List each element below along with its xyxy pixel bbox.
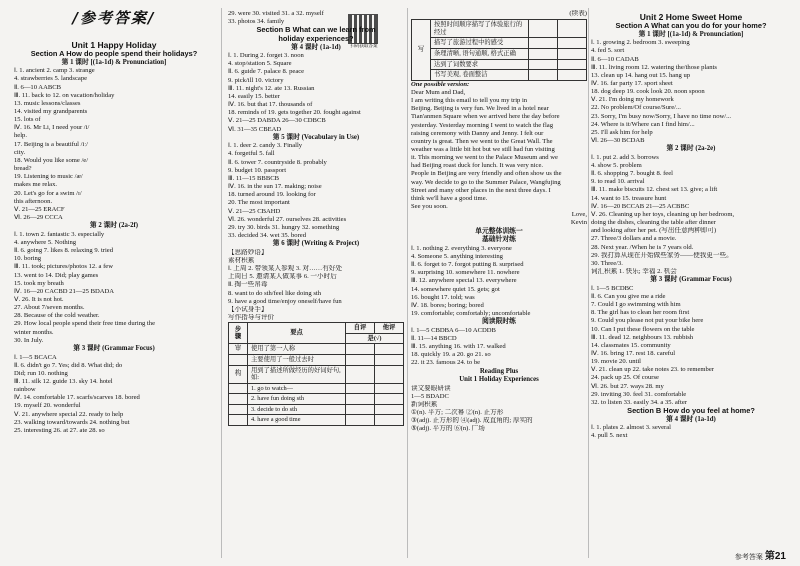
- lesson-title: 第 5 课时 (Vocabulary in Use): [272, 133, 360, 141]
- answer-line: Ⅰ. 1. town 2. fantastic 3. especially: [14, 230, 105, 238]
- answer-line: 13. clean up 14. hang out 15. hang up: [591, 71, 691, 79]
- answer-line: Ⅰ. 1—5 BCACA: [14, 353, 57, 361]
- answer-line: I am writing this email to tell you my trip in: [411, 97, 528, 105]
- answer-line: 8. The girl has to clean her room first: [591, 309, 690, 317]
- answer-line: Ⅱ. 6. guide 7. palace 8. peace: [228, 68, 305, 76]
- lesson-title: 第 4 课时 (1a-1d): [666, 415, 716, 423]
- answer-line: Ⅳ. 16—20 CACBD 21—25 BDADA: [14, 287, 115, 295]
- table-header: 要点: [248, 323, 346, 344]
- self-check-cell[interactable]: [346, 354, 375, 365]
- answer-line: Ⅲ. 11. living room 12. watering the/those plants: [591, 63, 717, 71]
- answer-line: Ⅰ. 上周 2. 带领某人参观 3. 对……有好处: [228, 265, 343, 273]
- answer-line: Ⅴ. 21—25 ERACF: [14, 205, 65, 213]
- answer-line: 读文要眼研读: [411, 384, 451, 392]
- section-title: Section B How do you feel at home?: [627, 406, 755, 416]
- peer-check-cell[interactable]: [375, 365, 404, 383]
- column-3: [411, 10, 587, 434]
- answer-line: People in Beijing are very friendly and often show us the: [411, 170, 562, 178]
- table-row: [229, 415, 404, 426]
- answer-line: 18. quickly 19. a 20. go 21. so: [411, 351, 491, 359]
- lesson-title: 第 1 课时 [(1a-1d) & Pronunciation]: [61, 58, 167, 66]
- self-check-cell[interactable]: [529, 20, 558, 38]
- answer-line: 24. Where is it/Where can I find him/...: [591, 120, 695, 128]
- answer-line: help.: [14, 132, 28, 140]
- answer-line: Ⅱ. 11—14 BBCD: [411, 334, 457, 342]
- answer-line: 15. took my breath: [14, 279, 64, 287]
- answer-line: 【小试身手】: [228, 305, 268, 313]
- answer-line: 30. Three/3.: [591, 259, 623, 267]
- answer-line: 22. No problem/Of course/Sure/...: [591, 104, 681, 112]
- answer-line: Ⅴ. 21. I'm doing my homework: [591, 96, 674, 104]
- answer-line: makes me relax.: [14, 181, 58, 189]
- self-check-cell[interactable]: [529, 48, 558, 59]
- table-row: [412, 20, 587, 38]
- answer-line: 20. Let's go for a swim /ɪ/: [14, 189, 82, 197]
- table-step-cell: [229, 394, 248, 405]
- lesson-title: 基础针对练: [482, 236, 516, 244]
- answer-line: 14. easily 15. better: [228, 92, 280, 100]
- unit-title: Unit 1 Happy Holiday: [71, 40, 157, 50]
- answer-line: Ⅰ. 1. growing 2. bedroom 3. sweeping: [591, 39, 690, 47]
- answer-line: Ⅰ. 1. ancient 2. camp 3. strange: [14, 67, 95, 75]
- self-check-cell[interactable]: [529, 38, 558, 49]
- answer-line: 23. walking toward/towards 24. nothing but: [14, 418, 130, 426]
- answer-line: 28. Because of the cold weather.: [14, 312, 100, 320]
- answer-line: 29. were 30. visited 31. a 32. myself: [228, 10, 324, 17]
- answer-line: 9. surprising 10. somewhere 11. nowhere: [411, 269, 520, 277]
- answer-line: 10. Can I put these flowers on the table: [591, 325, 695, 333]
- answer-line: 4. fed 5. sort: [591, 47, 625, 55]
- lesson-title: 第 2 课时 (2a-2f): [89, 222, 139, 230]
- answer-line: way. We decide to go to the Summer Palace, Wangfujing: [411, 178, 561, 186]
- column-2: [228, 10, 404, 426]
- answer-line: Ⅰ. 1—5 CBDBA 6—10 ACDDB: [411, 326, 496, 334]
- lesson-title: 第 1 课时 [(1a-1d) & Pronunciation]: [638, 30, 744, 38]
- table-row: [229, 394, 404, 405]
- answer-line: Ⅴ. 21. clean up 22. take notes 23. to remember: [591, 366, 714, 374]
- answer-line: Ⅴ. 21—25 CBAHD: [228, 207, 281, 215]
- answer-line: See you soon.: [411, 203, 448, 211]
- answer-line: Ⅲ. 11. dead 12. neighbours 13. rubbish: [591, 333, 694, 341]
- table-step-cell: 构: [229, 365, 248, 383]
- signature-line: Love,: [571, 211, 587, 219]
- answer-line: 28. Next year. /When he is 7 years old.: [591, 243, 694, 251]
- footer-label: 参考答案: [734, 554, 763, 561]
- self-check-cell[interactable]: [346, 394, 375, 405]
- peer-check-cell[interactable]: [375, 344, 404, 355]
- answer-line: 25. I'll ask him for help: [591, 128, 653, 136]
- table-point-cell: 条理清晰, 语句通顺, 格式正确: [431, 48, 529, 59]
- answer-line: Ⅰ. 1. nothing 2. everything 3. everyone: [411, 244, 512, 252]
- answer-line: Ⅳ. 14. comfortable 17. scarfs/scarves 18. bored: [14, 394, 140, 402]
- peer-check-cell[interactable]: [558, 38, 587, 49]
- answer-line: 19. comfortable; comfortably; uncomfortable: [411, 309, 531, 317]
- writing-evaluation-table: [228, 322, 404, 426]
- table-subheader: 是(√): [346, 333, 404, 344]
- answer-line: Ⅳ. 16. in the sun 17. making; noise: [228, 183, 322, 191]
- answer-line: 写作指导与评价: [228, 313, 275, 321]
- table-step-cell: [229, 354, 248, 365]
- answer-line: 上周日 5. 邀请某人做某事 6. 一小时后: [228, 273, 337, 281]
- page-footer: [735, 547, 786, 562]
- answer-line: Ⅵ. 26—29 CCCA: [14, 214, 63, 221]
- answer-line: 19. myself 20. wonderful: [14, 402, 81, 410]
- section-title: Section A How do people spend their holidays?: [30, 49, 198, 58]
- lesson-title: Reading Plus: [479, 367, 519, 375]
- answer-line: Ⅳ. 16. bring 17. rest 18. careful: [591, 350, 676, 357]
- table-point-cell: 使用了第一人称: [248, 344, 346, 355]
- lesson-title: 第 3 课时 (Grammar Focus): [650, 276, 732, 284]
- answer-line: ⑤(adj). 平方的 ⑥(n). 广场: [411, 425, 485, 433]
- answer-line: Ⅲ. 11—15 BBBCB: [228, 174, 280, 182]
- answer-line: 4. Someone 5. anything interesting: [411, 252, 503, 260]
- answer-line: Ⅲ. 11. make biscuits 12. chest set 13. give; a lift: [591, 186, 718, 194]
- answer-line: 20. The most important: [228, 199, 290, 207]
- lesson-title: 阅读限时练: [482, 318, 516, 326]
- answer-line: Ⅳ. 16. Mr Li, I need your /i/: [14, 124, 90, 132]
- answer-line: 9. Could you please not put your bike here: [591, 317, 704, 325]
- answer-line: Ⅰ. 1—5 BCDBC: [591, 284, 634, 292]
- answer-line: 33. decided 34. wet 35. bored: [228, 231, 307, 239]
- answer-line: 1—5 BDADC: [411, 392, 449, 400]
- answer-line: Ⅱ. 6. tower 7. countryside 8. probably: [228, 158, 327, 166]
- unit-title: Unit 2 Home Sweet Home: [639, 12, 743, 22]
- answer-line: 25. interesting 26. at 27. ate 28. so: [14, 426, 105, 434]
- answer-line: 18. Would you like some /e/: [14, 156, 89, 164]
- column-1-content: [14, 40, 214, 435]
- answer-line: this afternoon.: [14, 197, 53, 205]
- answer-line: it. This morning we went to the Palace Museum and we: [411, 154, 558, 162]
- table-row: [229, 365, 404, 383]
- answer-line: Ⅲ. 11. back to 12. on vacation/holiday: [14, 91, 115, 99]
- lesson-title: 第 4 课时 (1a-1d): [291, 43, 341, 51]
- answer-line: 【思路妙语】: [228, 248, 268, 256]
- table-point-cell: 达到了词数要求: [431, 59, 529, 70]
- answer-line: 4. strawberries 5. landscape: [14, 75, 88, 83]
- answer-line: Ⅳ. 16. but that 17. thousands of: [228, 101, 313, 109]
- table-point-cell: 描写了旅游过程中的感受: [431, 38, 529, 49]
- self-check-cell[interactable]: [529, 70, 558, 81]
- peer-check-cell[interactable]: [375, 354, 404, 365]
- table-row: [229, 354, 404, 365]
- answer-line: Ⅵ. 26. but 27. ways 28. my: [591, 382, 664, 390]
- answer-line: 24. pack up 25. Of course: [591, 374, 659, 382]
- answer-line: Ⅱ. 6. Can you give me a ride: [591, 292, 666, 300]
- answer-line: 4. forgetful 5. fall: [228, 150, 275, 158]
- qr-caption: 扫码获取答案: [350, 44, 378, 49]
- answer-line: 30. In July.: [14, 336, 44, 344]
- answer-line: Ⅴ. 21. anywhere special 22. ready to help: [14, 410, 124, 418]
- answer-line: 4. anywhere 5. Nothing: [14, 238, 77, 246]
- answer-line: Ⅱ. 掏一些帛毒: [228, 281, 268, 289]
- answer-line: 新词积累: [411, 401, 438, 408]
- answer-line: Ⅴ. 26. Cleaning up her toys, cleaning up her bedroom,: [591, 210, 735, 218]
- self-check-cell[interactable]: [346, 415, 375, 426]
- self-check-cell[interactable]: [346, 365, 375, 383]
- answer-line: city.: [14, 148, 26, 156]
- answer-line: 9. to read 10. arrival: [591, 178, 645, 186]
- column-divider: [588, 8, 589, 558]
- answer-line: bread?: [14, 165, 32, 173]
- table-header: 他评: [375, 323, 404, 334]
- answer-line: yesterday. Yesterday morning I went to watch the flag: [411, 121, 554, 129]
- answer-line: 18. reminds of 19. gets together 20. fought against: [228, 109, 361, 117]
- answer-line: 9. pick/ill 10. victory: [228, 76, 284, 84]
- answer-line: Ⅳ. 16—20 BCCAB 21—25 ACBBC: [591, 202, 690, 210]
- answer-line: 22. it 23. famous 24. to be: [411, 359, 481, 367]
- answer-line: 9. have a good time/enjoy oneself/have fun: [228, 297, 342, 305]
- answer-line: Beijing. Beijing is very fun. We lived in a hotel near: [411, 105, 549, 113]
- answer-line: rainbow: [14, 386, 36, 394]
- answer-line: Ⅱ. 6. didn't go 7. Yes; did 8. What did; do: [14, 361, 123, 369]
- table-step-cell: [229, 383, 248, 394]
- page-number: 第21: [764, 551, 786, 562]
- sample-heading: One possible version:: [411, 80, 470, 88]
- table-row: [412, 48, 587, 59]
- table-step-cell: [229, 404, 248, 415]
- answer-line: 13. went to 14. Did; play games: [14, 271, 99, 279]
- peer-check-cell[interactable]: [375, 415, 404, 426]
- answer-line: Ⅰ. 1. During 2. forget 3. noon: [228, 52, 304, 60]
- answer-line: had Beijing roast duck for lunch. It was very nice.: [411, 162, 544, 170]
- peer-check-cell[interactable]: [558, 48, 587, 59]
- lesson-title: 第 6 课时 (Writing & Project): [272, 240, 360, 248]
- section-title: Section A What can you do for your home?: [615, 21, 767, 30]
- column-2-content: [228, 10, 404, 322]
- lesson-title: 单元整体训练一: [475, 227, 523, 235]
- self-check-cell[interactable]: [529, 59, 558, 70]
- table-row: [412, 38, 587, 49]
- answer-line: Ⅵ. 26—30 BCDAB: [591, 137, 645, 145]
- peer-check-cell[interactable]: [375, 404, 404, 415]
- table-row: [229, 404, 404, 415]
- column-4-content: [591, 12, 791, 441]
- continued-label: (续表): [569, 10, 587, 17]
- answer-line: Ⅳ. 16. far party 17. sport sheet: [591, 79, 673, 87]
- answer-line: 32. to listen 33. easily 34. a 35. after: [591, 398, 687, 406]
- writing-evaluation-table-continued: [411, 19, 587, 81]
- self-check-cell[interactable]: [346, 344, 375, 355]
- answer-line: Ⅱ. 6. shopping 7. bought 8. feel: [591, 170, 673, 178]
- answer-line: 7. Could I go swimming with him: [591, 301, 681, 309]
- table-row: [229, 383, 404, 394]
- answer-line: ①(n). 平方; 二次幂 ②(n). 正方形: [411, 409, 504, 417]
- answer-line: 10. boring: [14, 255, 42, 263]
- table-point-cell: 1. go to watch—: [248, 383, 346, 394]
- answer-line: country is great. Then we went to the Great Wall. The: [411, 137, 553, 145]
- answer-line: 19. movie 20. until: [591, 358, 642, 366]
- answer-line: 14. somewhere quiet 15. gets; got: [411, 285, 500, 293]
- answer-line: 29. 我打算从现在开始做些家务——使我更一些。: [591, 251, 733, 259]
- answer-line: 4. stop/station 5. Square: [228, 60, 292, 68]
- answer-line: Ⅱ. 6—10 CADAB: [591, 55, 639, 63]
- column-4: [591, 10, 791, 441]
- lesson-title: 第 2 课时 (2a-2e): [666, 145, 716, 153]
- answer-line: raising ceremony with Danny and Jenny. I felt our: [411, 129, 544, 137]
- answer-line: Ⅴ. 21—25 DABDA 26—30 CDBCB: [228, 117, 326, 125]
- self-check-cell[interactable]: [346, 383, 375, 394]
- answer-line: 27. Three/3 dollars and a movie.: [591, 235, 677, 243]
- answer-line: Ⅵ. 31—35 CBEAD: [228, 125, 282, 133]
- column-1: [14, 10, 214, 435]
- answer-line: Ⅰ. 1. put 2. add 3. borrows: [591, 153, 659, 161]
- peer-check-cell[interactable]: [558, 59, 587, 70]
- answer-line: 27. About 7/seven months.: [14, 304, 85, 312]
- peer-check-cell[interactable]: [558, 20, 587, 38]
- answer-line: 14. want to 15. treasure hunt: [591, 194, 667, 202]
- table-point-cell: 书写美观, 卷面整洁: [431, 70, 529, 81]
- answer-line: 15. lots of: [14, 116, 41, 124]
- answer-line: Ⅲ. 12. anywhere special 13. everywhere: [411, 277, 517, 285]
- answer-line: 14. classmates 15. community: [591, 341, 671, 349]
- answer-line: winter months.: [14, 328, 54, 336]
- table-step-cell: 审: [229, 344, 248, 355]
- lesson-title: 第 3 课时 (Grammar Focus): [73, 344, 155, 352]
- answer-line: 18. turned around 19. looking for: [228, 191, 316, 199]
- answer-line: Tian'anmen Square when we arrived here the day before: [411, 113, 560, 121]
- answer-line: weather was a little bit hot but we still had fun visiting: [411, 145, 555, 153]
- answer-line: 9. budget 10. passport: [228, 166, 287, 174]
- answer-line: 8. want to do sth/feel like doing sth: [228, 289, 322, 297]
- answer-line: Street and many other places in the next three days. I: [411, 186, 551, 194]
- answer-line: 4. show 5. problem: [591, 161, 642, 169]
- table-step-cell: [229, 415, 248, 426]
- column-3-content: [411, 81, 587, 434]
- answer-line: Ⅲ. 11. silk 12. guide 13. sky 14. hotel: [14, 378, 113, 385]
- answer-line: Dear Mum and Dad,: [411, 88, 466, 96]
- table-row: [412, 59, 587, 70]
- answer-line: Ⅴ. 26. It is not hot.: [14, 296, 64, 303]
- answer-line: doing the dishes, cleaning the table after dinner: [591, 219, 716, 227]
- answer-line: 素材积累: [228, 256, 255, 264]
- answer-line: Ⅳ. 18. bores; boring; bored: [411, 301, 484, 309]
- column-divider: [221, 8, 222, 558]
- table-point-cell: 用到了描述所做经历的好词好句, 如:: [248, 365, 346, 383]
- answer-line: 17. Beijing is a beautiful /iː/: [14, 140, 88, 148]
- section-title: Section B What can we learn from: [256, 25, 376, 35]
- table-point-cell: 4. have a good time: [248, 415, 346, 426]
- table-row: [412, 70, 587, 81]
- answer-line: 16. bought 17. told; was: [411, 293, 475, 301]
- table-header: 自评: [346, 323, 375, 334]
- self-check-cell[interactable]: [346, 404, 375, 415]
- column-divider: [407, 8, 408, 558]
- signature-line: Kevin: [570, 219, 587, 227]
- answer-line: Ⅲ. 11. took; pictures/photos 12. a few: [14, 263, 113, 271]
- answer-line: think we'll have a good time.: [411, 194, 488, 202]
- answer-line: Ⅱ. 6—10 AABCB: [14, 83, 62, 91]
- table-point-cell: 主要使用了一般过去时: [248, 354, 346, 365]
- answer-line: Ⅱ. 6. forget to 7. forgot putting 8. surprised: [411, 261, 524, 269]
- answer-line: Ⅵ. 26. wonderful 27. ourselves 28. activities: [228, 215, 347, 223]
- peer-check-cell[interactable]: [375, 383, 404, 394]
- peer-check-cell[interactable]: [375, 394, 404, 405]
- answer-line: Did; run 10. nothing: [14, 369, 68, 377]
- answer-line: Ⅰ. 1. deer 2. candy 3. Finally: [228, 142, 303, 150]
- answer-line: 14. visited my grandparents: [14, 107, 88, 115]
- table-row: [229, 344, 404, 355]
- page-title: /参考答案/: [72, 10, 156, 27]
- answer-line: 23. Sorry, I'm busy now/Sorry, I have no time now/...: [591, 112, 732, 120]
- answer-line: 29. inviting 30. feel 31. comfortable: [591, 390, 687, 398]
- answer-line: Ⅲ. 11. night's 12. ate 13. Russian: [228, 84, 315, 92]
- answer-line: 29. How local people spend their free time during the: [14, 320, 155, 328]
- answer-line: 18. dog deep 19. cook look 20. noon spoon: [591, 88, 705, 96]
- lesson-title: Unit 1 Holiday Experiences: [459, 376, 539, 384]
- answer-line: 4. pull 5. next: [591, 432, 628, 440]
- table-point-cell: 2. have fun doing sth: [248, 394, 346, 405]
- answer-line: and looking after her pet. (写出任意两种即可): [591, 227, 717, 235]
- answer-line: 33. photos 34. family: [228, 18, 285, 26]
- answer-line: 29. try 30. birds 31. hungry 32. something: [228, 223, 340, 231]
- answer-line: Ⅱ. 6. going 7. likes 8. relaxing 9. tried: [14, 247, 114, 255]
- peer-check-cell[interactable]: [558, 70, 587, 81]
- answer-line: Ⅰ. 1. plates 2. almost 3. several: [591, 424, 671, 432]
- answer-line: 19. Listening to music /æ/: [14, 173, 83, 181]
- answer-line: 词汇积累 1. 快乐; 幸福 2. 机会: [591, 268, 677, 275]
- answer-line: Ⅲ. 15. anything 16. with 17. walked: [411, 343, 506, 351]
- table-header: 步骤: [229, 323, 248, 344]
- answer-line: 13. music lessons/classes: [14, 99, 81, 107]
- table-step-cell: 写: [412, 20, 431, 81]
- table-point-cell: 3. decide to do sth: [248, 404, 346, 415]
- answer-line: ③(adj). 正方形的 ④(adj). 成直角的; 厚实的: [411, 417, 533, 425]
- section-title: holiday experiences?: [278, 33, 354, 43]
- table-point-cell: 按照时间顺序描写了体验旅行的经过: [431, 20, 529, 38]
